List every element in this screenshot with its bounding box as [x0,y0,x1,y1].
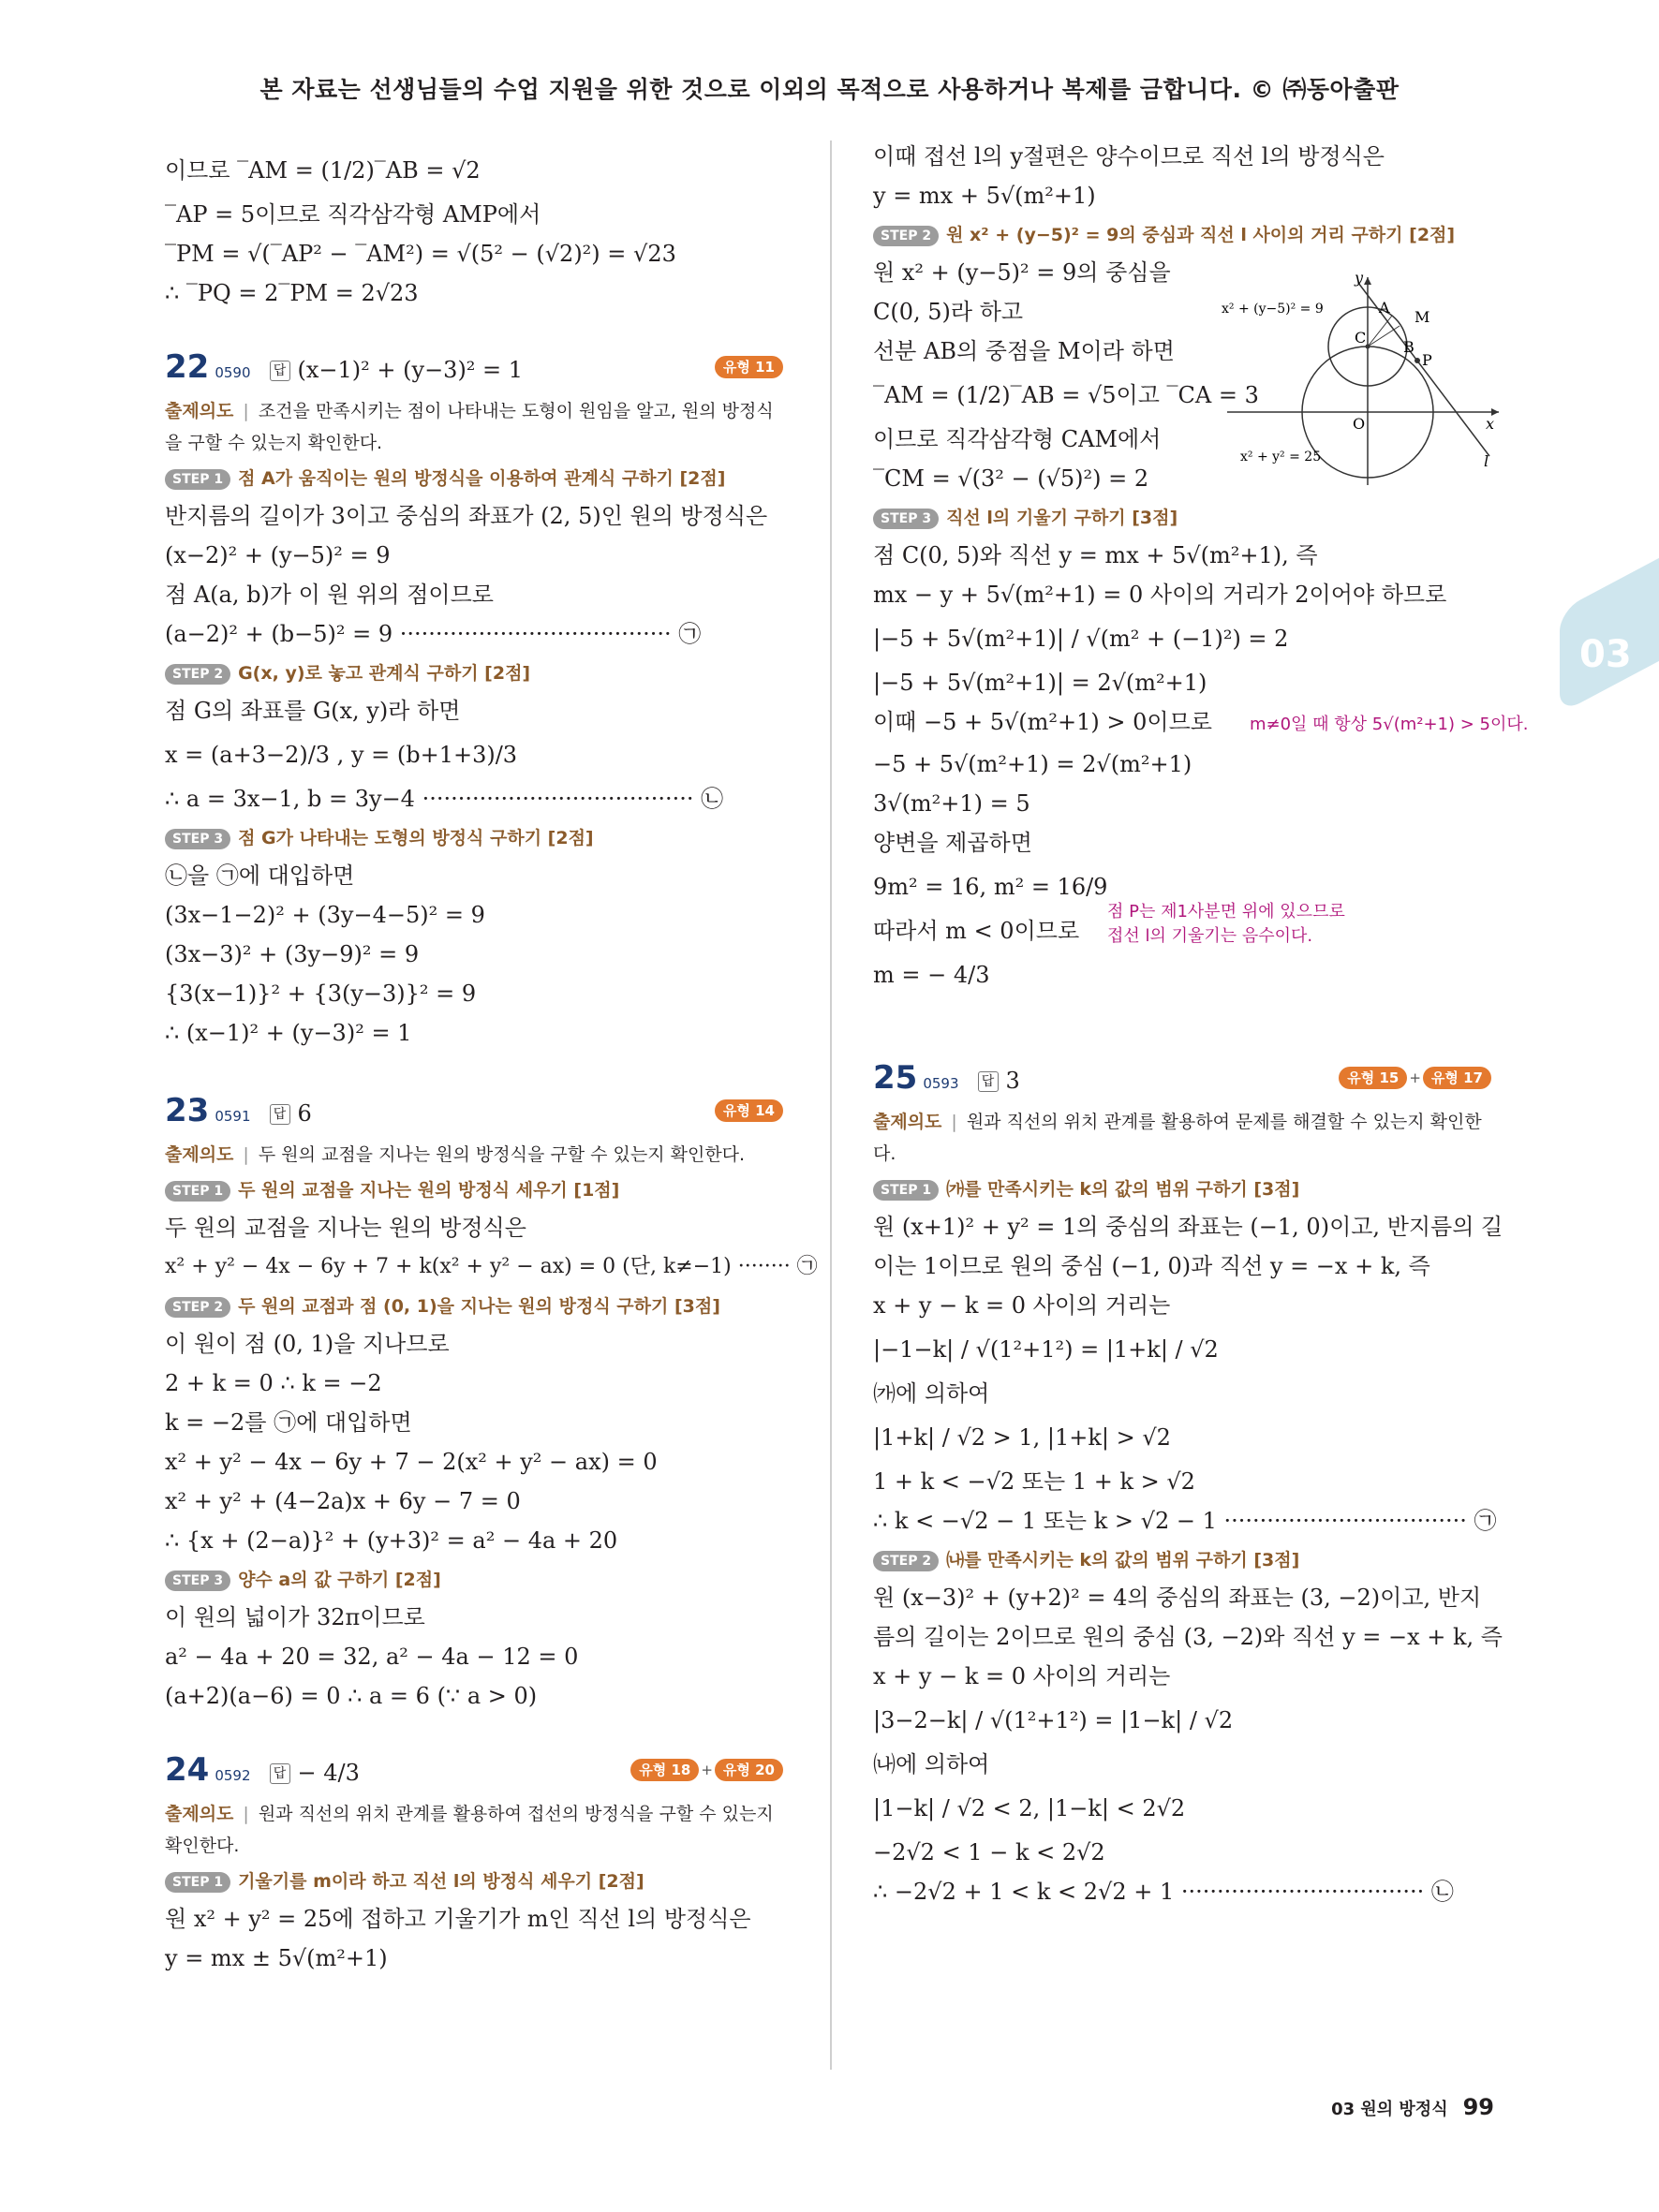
intent-label: 출제의도 [873,1112,942,1132]
text-line [873,708,1529,739]
text-line: C(0, 5)라 하고 [873,299,1024,325]
answer-mark: 답 [978,1071,999,1092]
text-line: (a+2)(a−6) = 0 ∴ a = 6 (∵ a > 0) [165,1683,538,1709]
text-line: (3x−3)² + (3y−9)² = 9 [165,941,420,967]
left-column [165,152,818,1983]
side-note-line: 점 P는 제1사분면 위에 있으므로 [1107,902,1345,922]
intent-text: 원과 직선의 위치 관계를 활용하여 문제를 해결할 수 있는지 확인한다. [873,1112,1482,1164]
step-heading [165,1176,783,1204]
chapter-tab [1560,541,1659,714]
label-O: O [1353,415,1366,433]
type-tag: 유형 14 [715,1099,783,1122]
step-heading [165,465,783,493]
problem-21-continuation [165,152,783,307]
intent-label: 출제의도 [165,1144,234,1165]
step-tag: STEP 3 [165,1571,230,1591]
point-P [1415,358,1420,363]
problem-23 [165,1092,818,1710]
problem-code: 0592 [215,1767,251,1784]
label-small-circle: x² + (y−5)² = 9 [1222,302,1324,317]
text-line: 름의 길이는 2이므로 원의 중심 (3, −2)와 직선 y = −x + k, 즉 [873,1624,1503,1650]
text-line: 양변을 제곱하면 [873,830,1032,856]
label-x: x [1486,415,1495,433]
text-line: 원 (x+1)² + y² = 1의 중심의 좌표는 (−1, 0)이고, 반지름의 길 [873,1214,1503,1240]
intent-separator: | [243,401,249,421]
step-title: 기울기를 m이라 하고 직선 l의 방정식 세우기 [2점] [238,1871,644,1892]
step-heading [873,1175,1491,1203]
step-heading [165,1867,783,1895]
segment-CA [1368,316,1392,347]
problem-header [165,348,783,390]
copyright-notice: 본 자료는 선생님들의 수업 지원을 위한 것으로 이외의 목적으로 사용하거나 복제를 금합니다. © ㈜동아출판 [259,76,1400,103]
problem-header [873,1059,1491,1100]
step-tag: STEP 3 [165,829,230,849]
intent [165,1798,783,1862]
text-line: x² + y² − 4x − 6y + 7 − 2(x² + y² − ax) = 0 [165,1449,658,1475]
page-number: 99 [1462,2094,1494,2120]
label-y: y [1355,269,1364,287]
text-line: 이때 접선 l의 y절편은 양수이므로 직선 l의 방정식은 [873,143,1385,170]
side-note: m≠0일 때 항상 5√(m²+1) > 5이다. [1249,715,1529,734]
footer-section: 03 원의 방정식 [1331,2100,1448,2119]
label-big-circle: x² + y² = 25 [1240,450,1322,465]
text-line: 이므로 직각삼각형 CAM에서 [873,426,1162,452]
type-tag: 유형 18 [630,1759,699,1781]
text-line: 이므로 ‾AM = (1/2)‾AB = √2 [165,157,481,184]
step-title: 점 A가 움직이는 원의 방정식을 이용하여 관계식 구하기 [2점] [238,468,726,489]
text-line: 이 원의 넓이가 32π이므로 [165,1604,425,1630]
text-line: ‾AP = 5이므로 직각삼각형 AMP에서 [165,201,541,228]
step-heading [873,221,1491,249]
step-tag: STEP 1 [165,1872,230,1893]
problem-code: 0591 [215,1108,251,1125]
answer-value: − 4/3 [297,1760,360,1786]
point-C [1366,345,1370,349]
column-divider [830,140,832,2070]
problem-number: 23 [165,1092,210,1129]
intent-separator: | [243,1144,249,1165]
text-line: |1+k| / √2 > 1, |1+k| > √2 [873,1424,1171,1451]
text-line: (3x−1−2)² + (3y−4−5)² = 9 [165,902,485,928]
circle-tangent-figure [1218,264,1506,485]
type-tag: 유형 15 [1339,1067,1407,1089]
type-tag: 유형 11 [715,356,783,378]
text-line: mx − y + 5√(m²+1) = 0 사이의 거리가 2이어야 하므로 [873,582,1447,608]
label-C: C [1355,329,1367,347]
problem-code: 0593 [923,1075,959,1092]
answer-value: (x−1)² + (y−3)² = 1 [297,357,524,383]
type-tags [630,1759,783,1781]
step-tag: STEP 2 [873,1551,939,1571]
step-heading [873,1546,1491,1574]
problem-24 [165,1751,783,1972]
text-line: x + y − k = 0 사이의 거리는 [873,1292,1171,1319]
intent-label: 출제의도 [165,1804,234,1824]
text-span: 따라서 m < 0이므로 [873,918,1080,944]
chapter-tab-number: 03 [1579,633,1632,676]
text-line: 반지름의 길이가 3이고 중심의 좌표가 (2, 5)인 원의 방정식은 [165,503,768,529]
type-tags [1339,1067,1491,1089]
segment-CM [1368,326,1400,347]
type-tag: 유형 20 [715,1759,783,1781]
problem-code: 0590 [215,364,251,381]
text-line: |−1−k| / √(1²+1²) = |1+k| / √2 [873,1336,1219,1363]
step-tag: STEP 2 [165,1297,230,1318]
text-line: x² + y² + (4−2a)x + 6y − 7 = 0 [165,1488,521,1514]
answer-mark: 답 [270,1763,290,1784]
step-title: 원 x² + (y−5)² = 9의 중심과 직선 l 사이의 거리 구하기 [2점] [946,225,1456,245]
intent-text: 두 원의 교점을 지나는 원의 방정식을 구할 수 있는지 확인한다. [258,1144,746,1165]
text-line: 9m² = 16, m² = 16/9 [873,874,1108,900]
step-tag: STEP 2 [165,664,230,685]
text-line: 원 x² + (y−5)² = 9의 중심을 [873,259,1171,286]
text-line: |1−k| / √2 < 2, |1−k| < 2√2 [873,1795,1186,1821]
text-line [873,902,1491,946]
intent-separator: | [951,1112,957,1132]
text-line: a² − 4a + 20 = 32, a² − 4a − 12 = 0 [165,1644,579,1670]
text-line: 두 원의 교점을 지나는 원의 방정식은 [165,1215,526,1241]
text-line: 선분 AB의 중점을 M이라 하면 [873,338,1175,364]
text-line: (x−2)² + (y−5)² = 9 [165,542,391,568]
page-footer [1331,2094,1494,2120]
text-line: ㈎에 의하여 [873,1380,990,1407]
intent-label: 출제의도 [165,401,234,421]
text-line: ∴ ‾PQ = 2‾PM = 2√23 [165,280,419,306]
text-span: 이때 −5 + 5√(m²+1) > 0이므로 [873,709,1212,735]
step-title: G(x, y)로 놓고 관계식 구하기 [2점] [238,663,531,684]
step-tag: STEP 1 [165,469,230,490]
answer-value: 6 [297,1100,312,1127]
answer-mark: 답 [270,361,290,381]
step-heading [165,659,783,687]
text-line: y = mx + 5√(m²+1) [873,183,1096,209]
text-line: |−5 + 5√(m²+1)| = 2√(m²+1) [873,670,1207,696]
step-title: ㈏를 만족시키는 k의 값의 범위 구하기 [3점] [946,1550,1300,1571]
step-title: 직선 l의 기울기 구하기 [3점] [946,508,1178,528]
type-tag-plus: + [701,1762,713,1778]
text-line: |3−2−k| / √(1²+1²) = |1−k| / √2 [873,1707,1234,1733]
problem-22 [165,348,783,1047]
text-line: 1 + k < −√2 또는 1 + k > √2 [873,1468,1195,1495]
answer-mark: 답 [270,1104,290,1125]
text-line: x = (a+3−2)/3 , y = (b+1+3)/3 [165,742,518,768]
side-note-line: 접선 l의 기울기는 음수이다. [1107,926,1313,946]
step-title: ㈎를 만족시키는 k의 값의 범위 구하기 [3점] [946,1179,1300,1200]
step-heading [165,824,783,852]
step-title: 두 원의 교점과 점 (0, 1)을 지나는 원의 방정식 구하기 [3점] [238,1296,720,1317]
text-line: k = −2를 ㉠에 대입하면 [165,1409,412,1436]
type-tags [715,356,783,378]
step-tag: STEP 3 [873,509,939,529]
step-heading [165,1566,783,1594]
y-axis-arrow [1364,277,1371,285]
label-l: l [1484,452,1489,470]
text-line: ㈏에 의하여 [873,1751,990,1777]
text-line: ㉡을 ㉠에 대입하면 [165,863,355,889]
text-line: ∴ k < −√2 − 1 또는 k > √2 − 1 ·································· ㉠ [873,1508,1497,1534]
intent-text: 원과 직선의 위치 관계를 활용하여 접선의 방정식을 구할 수 있는지 확인한다. [165,1804,774,1856]
type-tag: 유형 17 [1423,1067,1491,1089]
text-line: 점 C(0, 5)와 직선 y = mx + 5√(m²+1), 즉 [873,542,1318,568]
text-line: ∴ (x−1)² + (y−3)² = 1 [165,1020,412,1046]
answer-value: 3 [1005,1068,1020,1094]
step-heading [165,1292,783,1320]
text-line: 2 + k = 0 ∴ k = −2 [165,1370,382,1396]
type-tag-plus: + [1409,1069,1421,1086]
text-line: 원 x² + y² = 25에 접하고 기울기가 m인 직선 l의 방정식은 [165,1906,751,1932]
intent [873,1106,1491,1170]
problem-header [165,1092,783,1133]
text-line: 이 원이 점 (0, 1)을 지나므로 [165,1331,450,1357]
text-line: 점 A(a, b)가 이 원 위의 점이므로 [165,582,494,608]
step-title: 두 원의 교점을 지나는 원의 방정식 세우기 [1점] [238,1180,620,1201]
text-line: {3(x−1)}² + {3(y−3)}² = 9 [165,981,477,1007]
text-line: 이는 1이므로 원의 중심 (−1, 0)과 직선 y = −x + k, 즉 [873,1253,1430,1279]
text-line: ‾AM = (1/2)‾AB = √5이고 ‾CA = 3 [873,382,1259,408]
label-A: A [1379,299,1390,317]
problem-25 [873,1059,1503,1906]
text-line: ‾CM = √(3² − (√5)²) = 2 [873,465,1149,492]
side-note [1107,900,1345,949]
intent-separator: | [243,1804,249,1824]
problem-header [165,1751,783,1792]
problem-number: 24 [165,1751,210,1789]
text-line: 3√(m²+1) = 5 [873,790,1030,817]
text-line: −5 + 5√(m²+1) = 2√(m²+1) [873,751,1192,777]
intent [165,1139,783,1171]
text-line: y = mx ± 5√(m²+1) [165,1945,388,1971]
text-line: ∴ a = 3x−1, b = 3y−4 ······································ ㉡ [165,786,724,812]
intent-text: 조건을 만족시키는 점이 나타내는 도형이 원임을 알고, 원의 방정식을 구할 수 있는지 확인한다. [165,401,774,453]
text-line: −2√2 < 1 − k < 2√2 [873,1839,1105,1865]
text-line: ‾PM = √(‾AP² − ‾AM²) = √(5² − (√2)²) = √23 [165,241,676,267]
step-tag: STEP 2 [873,226,939,246]
problem-number: 25 [873,1059,918,1097]
intent [165,395,783,459]
text-line: ∴ −2√2 + 1 < k < 2√2 + 1 ·································· ㉡ [873,1879,1454,1905]
text-line: x + y − k = 0 사이의 거리는 [873,1663,1171,1689]
text-line: 점 G의 좌표를 G(x, y)라 하면 [165,698,461,724]
label-B: B [1403,338,1415,356]
label-P: P [1422,351,1432,369]
label-M: M [1415,308,1430,326]
step-tag: STEP 1 [165,1181,230,1202]
problem-number: 22 [165,348,210,386]
text-line: ∴ {x + (2−a)}² + (y+3)² = a² − 4a + 20 [165,1527,618,1554]
step-heading [873,504,1491,532]
text-line: |−5 + 5√(m²+1)| / √(m² + (−1)²) = 2 [873,626,1289,652]
text-line: 원 (x−3)² + (y+2)² = 4의 중심의 좌표는 (3, −2)이고, 반지 [873,1585,1482,1611]
step-tag: STEP 1 [873,1180,939,1201]
step-title: 점 G가 나타내는 도형의 방정식 구하기 [2점] [238,828,594,848]
step-title: 양수 a의 값 구하기 [2점] [238,1570,441,1590]
text-line: (a−2)² + (b−5)² = 9 ······································ ㉠ [165,621,702,647]
text-line: m = − 4/3 [873,962,990,988]
text-line: x² + y² − 4x − 6y + 7 + k(x² + y² − ax) = 0 (단, k≠−1) ········ ㉠ [165,1255,818,1278]
type-tags [715,1099,783,1122]
